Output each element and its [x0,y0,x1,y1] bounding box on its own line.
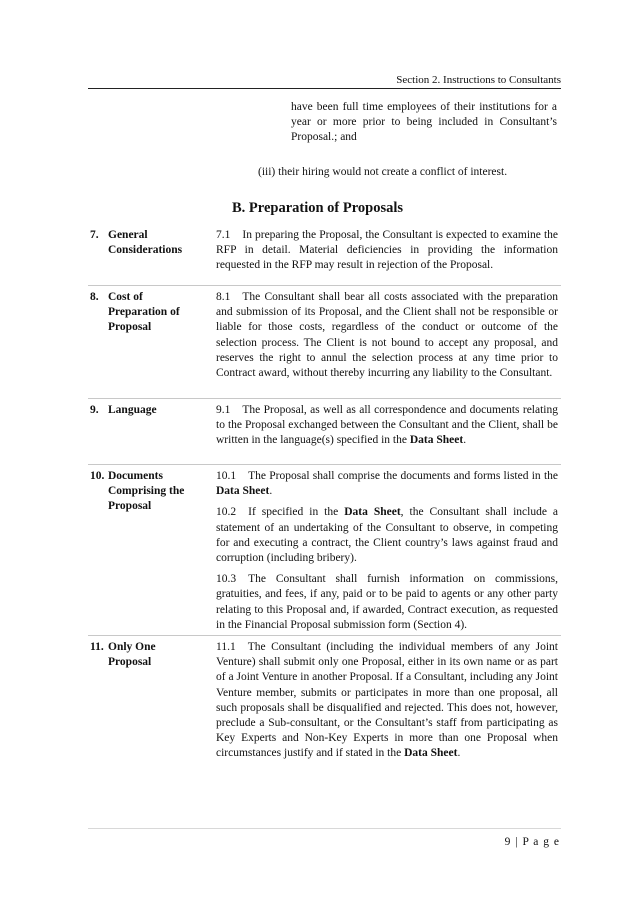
clause-paragraph [216,469,558,499]
clause-text: If specified in the [248,506,345,519]
bold-term: Data Sheet [216,485,270,498]
section-title-line: Documents [108,470,163,482]
bold-term: Data Sheet [344,506,401,519]
row-divider [88,635,561,636]
section-number: 8. [90,291,99,303]
section-title-line: Language [108,404,157,416]
continuation-paragraph: have been full time employees of their institutions for a year or more prior to being included in Consultant’s Proposal.; and [291,101,557,144]
section-label [90,469,208,515]
section-body [216,403,558,455]
clause-number: 9.1 [216,404,231,416]
clause-number: 7.1 [216,229,231,241]
section-number: 11. [90,641,104,653]
clause-text: , the Consultant shall include a statement of an undertaking of the Consultant to observe, in competing for and executing a contract, the Client country’s laws against fraud and corruption (including bribery). [216,506,559,565]
section-number: 10. [90,470,105,482]
section-number: 7. [90,229,99,241]
section-label [90,228,208,258]
continuation-item-iii: (iii) their hiring would not create a conflict of interest. [258,166,508,178]
footer-rule [88,828,561,829]
clause-text: The Consultant shall bear all costs associated with the preparation and submission of its Proposal, and the Client shall not be responsible or liable for those costs, regardless of the conduct or outcome of the selection process. The Client is not bound to accept any proposal, and reserves the right to annul the selection process at any time prior to Contract award, without thereby incurring any liability to the Consultant. [216,291,558,380]
section-title-line: Proposal [108,656,152,669]
clause-paragraph [216,228,558,274]
section-title-line: Proposal [108,321,152,334]
clause-number: 10.1 [216,470,237,482]
section-label [90,403,208,418]
section-title-line: Proposal [108,500,152,513]
clause-paragraph [216,290,558,381]
section-title-line: Considerations [108,244,183,257]
clause-paragraph [216,572,558,633]
row-divider [88,285,561,286]
section-label [90,290,208,336]
bold-term: Data Sheet [404,747,458,760]
page-header: Section 2. Instructions to Consultants [396,74,561,86]
clause-number: 8.1 [216,291,231,303]
section-body [216,290,558,387]
section-number: 9. [90,404,99,416]
section-title-line: Only One [108,641,156,653]
clause-paragraph [216,640,558,762]
bold-term: Data Sheet [409,434,464,447]
clause-text: . [269,485,273,498]
page-number: 9 | P a g e [504,836,560,848]
row-divider [88,464,561,465]
header-rule [88,88,561,89]
section-title-line: Cost of [108,291,143,303]
clause-text: The Proposal shall comprise the documents and forms listed in the [248,470,558,482]
section-title-line: Preparation of [108,306,180,319]
clause-text: The Consultant (including the individual members of any Joint Venture) shall submit only one Proposal, either in its own name or as part of a Joint Venture in another Proposal. If a Consultant, including any Joint Venture member, submits or participates in more than one proposal, all such proposals shall be disqualified and rejected. This does not, however, preclude a Sub-consultant, or the Consultant’s staff from participating as Key Experts and Non-Key Experts in more than one Proposal when circumstances justify and if stated in the [216,641,558,760]
clause-text: The Proposal, as well as all correspondence and documents relating to the Proposal exchanged between the Consultant and the Client, shall be written in the language(s) specified in the [216,404,558,447]
clause-paragraph [216,403,558,449]
clause-text: The Consultant shall furnish information on commissions, gratuities, and fees, if any, paid or to be paid to agents or any other party relating to this Proposal and, if awarded, Contract execution, as requested in the Financial Proposal submission form (Section 4). [216,573,558,631]
clause-paragraph [216,505,558,566]
section-body [216,228,558,280]
clause-number: 10.2 [216,506,237,519]
clause-text: . [457,747,461,760]
section-body [216,469,558,639]
clause-number: 11.1 [216,641,236,653]
row-divider [88,398,561,399]
section-title-line: Comprising the [108,485,185,498]
section-title: B. Preparation of Proposals [232,200,404,216]
section-title-line: General [108,229,148,241]
clause-number: 10.3 [216,573,237,586]
section-label [90,640,208,670]
section-body [216,640,558,768]
clause-text: In preparing the Proposal, the Consultant is expected to examine the RFP in detail. Material deficiencies in providing the information requested in the RFP may result in rejection of the Proposal. [216,229,558,272]
clause-text: . [463,434,467,447]
